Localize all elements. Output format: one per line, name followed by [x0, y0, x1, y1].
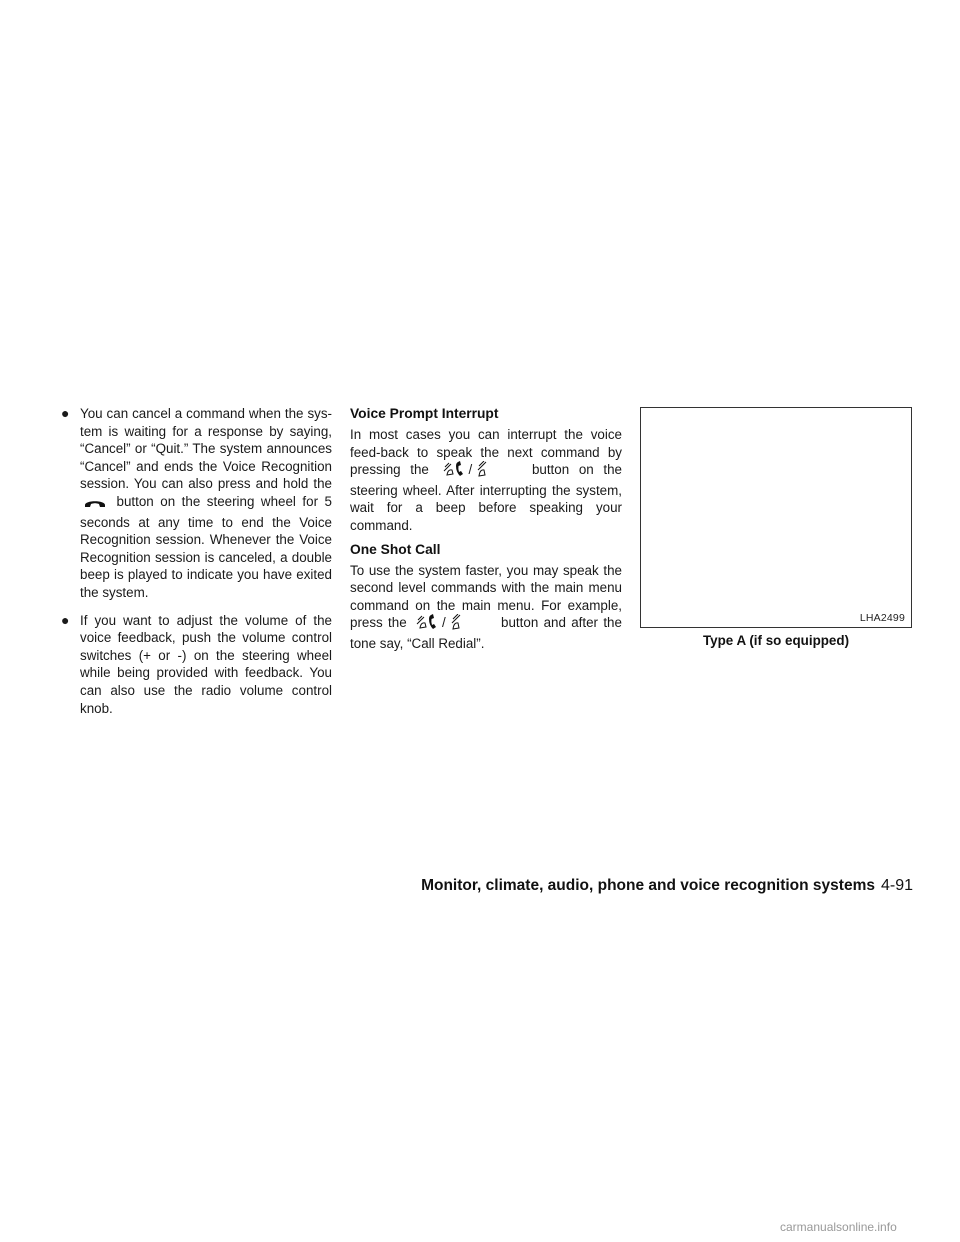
figure-placeholder	[640, 407, 912, 628]
voice-prompt-heading: Voice Prompt Interrupt	[350, 406, 499, 421]
bullet-item-volume	[60, 612, 332, 718]
bullet-text-1b: button on the steering wheel for 5 seconds at any time to end the Voice Recognition session. Whenever the Voice Recognition session is canceled, a double beep is played to indicate you have exited the system.	[80, 493, 332, 600]
bullet-icon: ●	[61, 611, 70, 628]
one-shot-text-a: To use the system faster, you may speak the second level commands with the main menu command on the main menu. For example, press the	[350, 562, 622, 631]
bullet-text-1a: You can cancel a command when the sys-tem is waiting for a response by saying, “Cancel” or “Quit.” The system announces “Cancel” and ends the Voice Recognition session. You can also press and hold the	[80, 406, 332, 492]
talk-phone-icon	[443, 461, 465, 482]
bullet-text-2: If you want to adjust the volume of the voice feedback, push the volume control switches (+ or -) on the steering wheel while being provided with feedback. You can also use the radio volume control knob.	[80, 612, 332, 716]
voice-prompt-paragraph	[350, 426, 622, 535]
figure-id: LHA2499	[859, 612, 905, 624]
footer-section-title: Monitor, climate, audio, phone and voice recognition systems	[421, 877, 875, 894]
one-shot-paragraph	[350, 562, 622, 653]
talk-phone-icon	[416, 614, 438, 635]
figure-caption: Type A (if so equipped)	[702, 633, 850, 648]
voice-prompt-text-a: In most cases you can interrupt the voice feed-back to speak the next command by pressing the	[350, 427, 622, 478]
one-shot-text-b: button and after the tone say, “Call Redial”.	[350, 615, 622, 651]
watermark: carmanualsonline.info	[780, 1220, 897, 1234]
slash-separator: /	[468, 462, 473, 478]
phone-hangup-icon	[84, 496, 106, 514]
middle-column	[350, 405, 622, 653]
page-number: 4-91	[880, 877, 913, 894]
left-column	[60, 405, 332, 727]
page-footer	[421, 877, 913, 895]
talk-icon	[450, 614, 464, 635]
bullet-icon: ●	[61, 405, 70, 421]
talk-icon	[476, 461, 490, 482]
voice-prompt-text-b: button on the steering wheel. After interrupting the system, wait for a beep before speaking your command.	[350, 462, 622, 533]
one-shot-heading: One Shot Call	[350, 541, 441, 557]
bullet-item-cancel	[60, 405, 332, 602]
slash-separator: /	[441, 615, 446, 631]
